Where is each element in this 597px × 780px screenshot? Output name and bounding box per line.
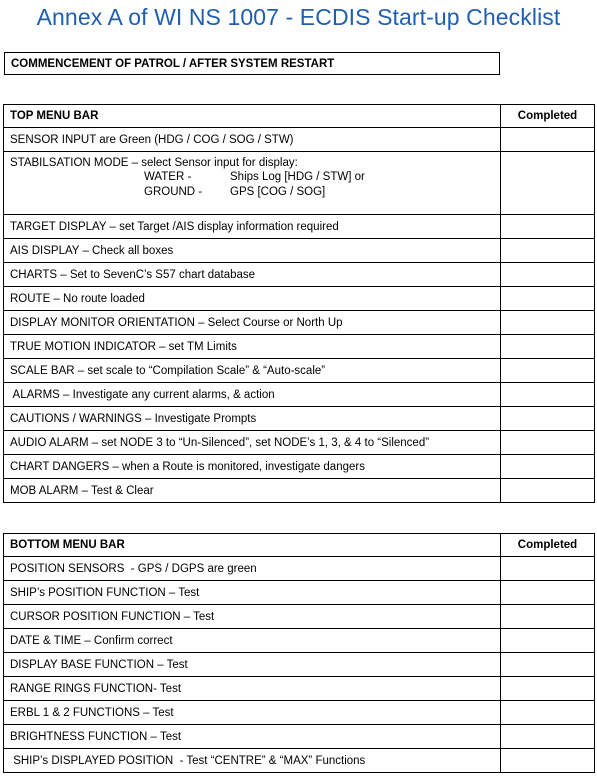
checklist-item: POSITION SENSORS - GPS / DGPS are green bbox=[4, 557, 501, 581]
completed-checkbox-cell[interactable] bbox=[501, 431, 595, 455]
table-row bbox=[4, 128, 595, 152]
table-row bbox=[4, 431, 595, 455]
checklist-item: ALARMS – Investigate any current alarms, & action bbox=[4, 383, 501, 407]
completed-checkbox-cell[interactable] bbox=[501, 383, 595, 407]
stabilisation-mode: WATER - bbox=[144, 171, 192, 183]
checklist-item-label: STABILSATION MODE – select Sensor input for display: bbox=[10, 157, 298, 169]
completed-checkbox-cell[interactable] bbox=[501, 653, 595, 677]
completed-checkbox-cell[interactable] bbox=[501, 629, 595, 653]
completed-checkbox-cell[interactable] bbox=[501, 311, 595, 335]
checklist-item: DISPLAY MONITOR ORIENTATION – Select Course or North Up bbox=[4, 311, 501, 335]
completed-checkbox-cell[interactable] bbox=[501, 359, 595, 383]
stabilisation-option bbox=[10, 170, 500, 185]
table-row bbox=[4, 653, 595, 677]
table-row bbox=[4, 335, 595, 359]
completed-checkbox-cell[interactable] bbox=[501, 479, 595, 503]
table-row bbox=[4, 455, 595, 479]
checklist-item: CAUTIONS / WARNINGS – Investigate Prompts bbox=[4, 407, 501, 431]
checklist-item: MOB ALARM – Test & Clear bbox=[4, 479, 501, 503]
commencement-heading: COMMENCEMENT OF PATROL / AFTER SYSTEM RESTART bbox=[4, 52, 500, 75]
checklist-item: CURSOR POSITION FUNCTION – Test bbox=[4, 605, 501, 629]
completed-checkbox-cell[interactable] bbox=[501, 407, 595, 431]
completed-header: Completed bbox=[501, 534, 595, 557]
table-row bbox=[4, 383, 595, 407]
completed-checkbox-cell[interactable] bbox=[501, 677, 595, 701]
completed-checkbox-cell[interactable] bbox=[501, 701, 595, 725]
checklist-item: SCALE BAR – set scale to “Compilation Scale” & “Auto-scale” bbox=[4, 359, 501, 383]
checklist-item bbox=[4, 152, 501, 215]
checklist-item: AUDIO ALARM – set NODE 3 to “Un-Silenced”, set NODE’s 1, 3, & 4 to “Silenced” bbox=[4, 431, 501, 455]
table-row bbox=[4, 263, 595, 287]
checklist-item: TARGET DISPLAY – set Target /AIS display information required bbox=[4, 215, 501, 239]
checklist-item: SHIP’s POSITION FUNCTION – Test bbox=[4, 581, 501, 605]
checklist-item: AIS DISPLAY – Check all boxes bbox=[4, 239, 501, 263]
completed-checkbox-cell[interactable] bbox=[501, 605, 595, 629]
completed-checkbox-cell[interactable] bbox=[501, 239, 595, 263]
completed-checkbox-cell[interactable] bbox=[501, 287, 595, 311]
stabilisation-source: GPS [COG / SOG] bbox=[230, 186, 326, 198]
completed-checkbox-cell[interactable] bbox=[501, 152, 595, 215]
table-row bbox=[4, 701, 595, 725]
checklist-item: DISPLAY BASE FUNCTION – Test bbox=[4, 653, 501, 677]
table-row bbox=[4, 407, 595, 431]
table-row bbox=[4, 581, 595, 605]
table-row bbox=[4, 239, 595, 263]
checklist-item: CHART DANGERS – when a Route is monitored, investigate dangers bbox=[4, 455, 501, 479]
page-title: Annex A of WI NS 1007 - ECDIS Start-up Checklist bbox=[36, 4, 561, 30]
completed-checkbox-cell[interactable] bbox=[501, 128, 595, 152]
table-row bbox=[4, 557, 595, 581]
checklist-item: ERBL 1 & 2 FUNCTIONS – Test bbox=[4, 701, 501, 725]
checklist-item: TRUE MOTION INDICATOR – set TM Limits bbox=[4, 335, 501, 359]
completed-header: Completed bbox=[501, 105, 595, 128]
completed-checkbox-cell[interactable] bbox=[501, 455, 595, 479]
table-row bbox=[4, 215, 595, 239]
checklist-item: SHIP’s DISPLAYED POSITION - Test “CENTRE” & “MAX” Functions bbox=[4, 749, 501, 773]
table-row bbox=[4, 749, 595, 773]
checklist-item: BRIGHTNESS FUNCTION – Test bbox=[4, 725, 501, 749]
completed-checkbox-cell[interactable] bbox=[501, 263, 595, 287]
checklist-item: RANGE RINGS FUNCTION- Test bbox=[4, 677, 501, 701]
completed-checkbox-cell[interactable] bbox=[501, 749, 595, 773]
table-row bbox=[4, 287, 595, 311]
top-menu-bar-checklist bbox=[3, 104, 595, 503]
table-row bbox=[4, 725, 595, 749]
table-row bbox=[4, 677, 595, 701]
section-header: TOP MENU BAR bbox=[4, 105, 501, 128]
completed-checkbox-cell[interactable] bbox=[501, 335, 595, 359]
table-row bbox=[4, 605, 595, 629]
checklist-item: SENSOR INPUT are Green (HDG / COG / SOG / STW) bbox=[4, 128, 501, 152]
table-row bbox=[4, 311, 595, 335]
bottom-menu-bar-checklist bbox=[3, 533, 595, 773]
table-row bbox=[4, 152, 595, 215]
checklist-item: CHARTS – Set to SevenC’s S57 chart database bbox=[4, 263, 501, 287]
table-row bbox=[4, 479, 595, 503]
completed-checkbox-cell[interactable] bbox=[501, 215, 595, 239]
checklist-item: DATE & TIME – Confirm correct bbox=[4, 629, 501, 653]
table-row bbox=[4, 359, 595, 383]
checklist-item: ROUTE – No route loaded bbox=[4, 287, 501, 311]
completed-checkbox-cell[interactable] bbox=[501, 581, 595, 605]
stabilisation-mode: GROUND - bbox=[144, 186, 203, 198]
table-row bbox=[4, 629, 595, 653]
completed-checkbox-cell[interactable] bbox=[501, 725, 595, 749]
completed-checkbox-cell[interactable] bbox=[501, 557, 595, 581]
section-header: BOTTOM MENU BAR bbox=[4, 534, 501, 557]
stabilisation-option bbox=[10, 185, 500, 200]
table-header-row bbox=[4, 534, 595, 557]
table-header-row bbox=[4, 105, 595, 128]
stabilisation-source: Ships Log [HDG / STW] or bbox=[230, 171, 365, 183]
